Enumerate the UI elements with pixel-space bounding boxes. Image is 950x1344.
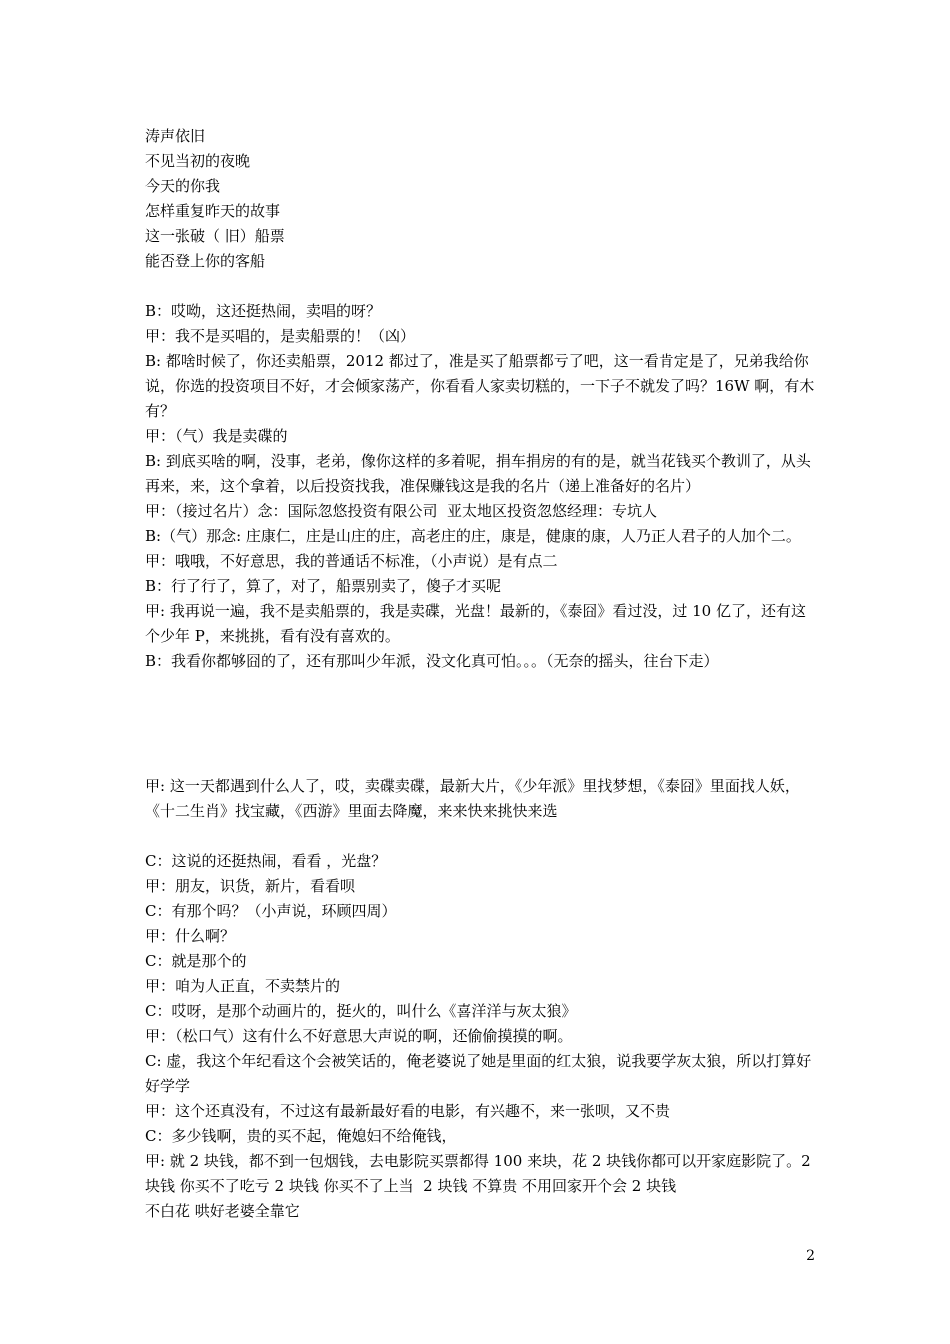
blank-line (145, 824, 815, 849)
dialogue-line: B：我看你都够囧的了，还有那叫少年派，没文化真可怕。。。（无奈的摇头，往台下走） (145, 652, 719, 670)
dialogue-line: 甲：什么啊？ (145, 927, 236, 945)
dialogue-line: C：多少钱啊，贵的买不起，俺媳妇不给俺钱， (145, 1127, 457, 1145)
blank-gap (145, 674, 815, 774)
dialogue-line: B:（气）那念: 庄康仁，庄是山庄的庄，高老庄的庄，康是，健康的康，人乃正人君子的人加个二。 (145, 527, 801, 545)
page-number: 2 (806, 1248, 815, 1264)
blank-line (145, 274, 815, 299)
dialogue-line: C：这说的还挺热闹，看看 ，光盘？ (145, 852, 387, 870)
dialogue-line: 甲：哦哦，不好意思，我的普通话不标准，（小声说）是有点二 (145, 552, 558, 570)
dialogue-line: 甲：（气）我是卖碟的 (145, 427, 288, 445)
dialogue-line: 甲：（松口气）这有什么不好意思大声说的啊，还偷偷摸摸的啊。 (145, 1027, 573, 1045)
lyric-line: 今天的你我 (145, 177, 221, 195)
monologue-paragraph: 甲: 这一天都遇到什么人了，哎，卖碟卖碟，最新大片，《少年派》里找梦想，《泰囧》里面找人妖，《十二生肖》找宝藏，《西游》里面去降魔，来来快来挑快来选 (145, 777, 800, 820)
dialogue-line: C：就是那个的 (145, 952, 247, 970)
dialogue-line: B: 到底买啥的啊，没事，老弟，像你这样的多着呢，捐车捐房的有的是，就当花钱买个教训了，从头再来，来，这个拿着，以后投资找我，准保赚钱这是我的名片（递上准备好的名片） (145, 452, 811, 495)
dialogue-line: C: 虚，我这个年纪看这个会被笑话的，俺老婆说了她是里面的红太狼，说我要学灰太狼，所以打算好好学学 (145, 1052, 812, 1095)
lyric-line: 怎样重复昨天的故事 (145, 202, 281, 220)
dialogue-line: 甲：这个还真没有，不过这有最新最好看的电影，有兴趣不，来一张呗，又不贵 (145, 1102, 671, 1120)
lyric-line: 能否登上你的客船 (145, 252, 266, 270)
dialogue-line: 甲: 我再说一遍，我不是卖船票的，我是卖碟，光盘！最新的，《泰囧》看过没，过 10 亿了，还有这个少年 P，来挑挑，看有没有喜欢的。 (145, 602, 806, 645)
dialogue-line: 甲：朋友，识货，新片，看看呗 (145, 877, 356, 895)
dialogue-line: C：哎呀，是那个动画片的，挺火的，叫什么《喜洋洋与灰太狼》 (145, 1002, 577, 1020)
dialogue-line: B：行了行了，算了，对了，船票别卖了，傻子才买呢 (145, 577, 502, 595)
lyric-line: 涛声依旧 (145, 127, 206, 145)
dialogue-block-b (145, 849, 815, 1224)
dialogue-block-a (145, 299, 815, 674)
document-body (145, 124, 815, 1224)
dialogue-line: 甲：我不是买唱的，是卖船票的！（凶） (145, 327, 416, 345)
lyric-line: 不见当初的夜晚 (145, 152, 251, 170)
dialogue-line: 甲：咱为人正直，不卖禁片的 (145, 977, 341, 995)
dialogue-line: B: 都啥时候了，你还卖船票，2012 都过了，准是买了船票都亏了吧，这一看肯定是了，兄弟我给你说，你选的投资项目不好，才会倾家荡产，你看看人家卖切糕的，一下子不就发了吗？16W 啊，有木有？ (145, 352, 815, 420)
lyrics-block (145, 124, 815, 274)
dialogue-line: 不白花 哄好老婆全靠它 (145, 1202, 300, 1220)
lyric-line: 这一张破（ 旧）船票 (145, 227, 285, 245)
dialogue-line: C：有那个吗？（小声说，环顾四周） (145, 902, 397, 920)
dialogue-line: 甲：（接过名片）念：国际忽悠投资有限公司 亚太地区投资忽悠经理：专坑人 (145, 502, 658, 520)
dialogue-line: 甲: 就 2 块钱，都不到一包烟钱，去电影院买票都得 100 来块，花 2 块钱你都可以开家庭影院了。2 块钱 你买不了吃亏 2 块钱 你买不了上当 2 块钱 不算贵 不用回家开个会 2 块钱 (145, 1152, 816, 1195)
dialogue-line: B：哎呦，这还挺热闹，卖唱的呀？ (145, 302, 382, 320)
